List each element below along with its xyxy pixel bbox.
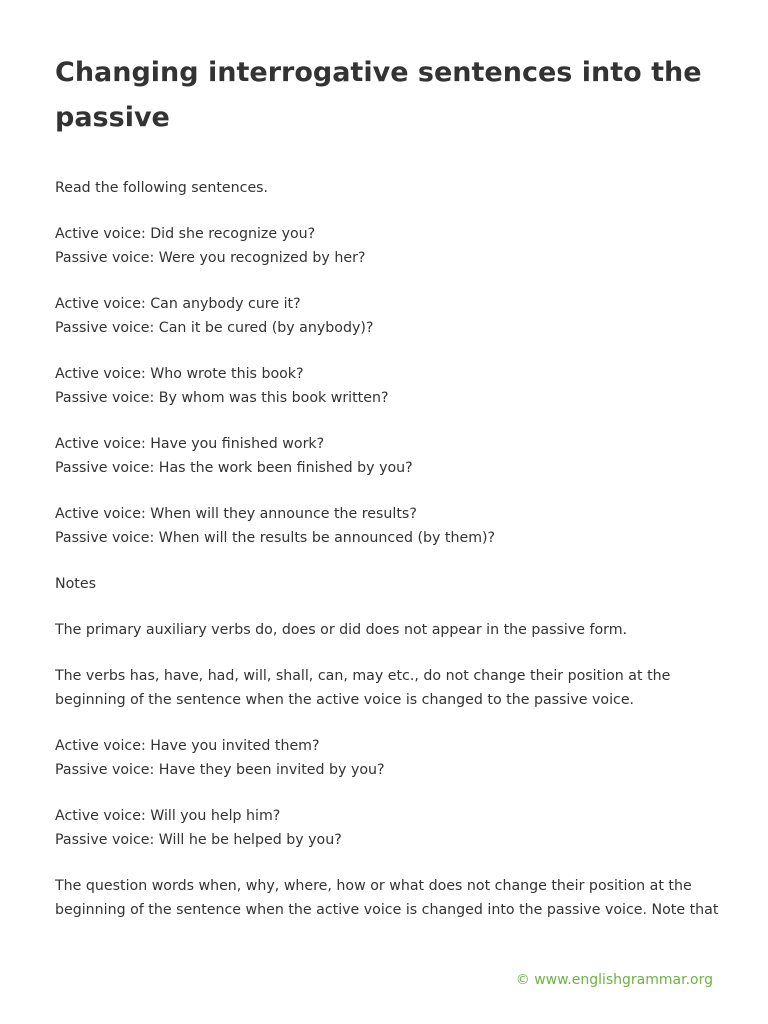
passive-sentence: Passive voice: By whom was this book written?: [55, 390, 389, 406]
intro-paragraph: [55, 176, 725, 200]
example-pair: [55, 222, 725, 270]
note-paragraph: [55, 874, 725, 922]
note-text-line: The question words when, why, where, how or what does not change their position at the: [55, 878, 692, 894]
active-sentence: Active voice: Have you finished work?: [55, 436, 325, 452]
active-sentence: Active voice: When will they announce the results?: [55, 506, 417, 522]
example-pair: [55, 804, 725, 852]
intro-text: Read the following sentences.: [55, 180, 269, 196]
document-page: [55, 50, 725, 944]
note-text-line: The verbs has, have, had, will, shall, can, may etc., do not change their position at the: [55, 668, 671, 684]
active-sentence: Active voice: Have you invited them?: [55, 738, 320, 754]
page-title: Changing interrogative sentences into the passive: [55, 57, 702, 133]
example-pair: [55, 502, 725, 550]
note-text: The primary auxiliary verbs do, does or did does not appear in the passive form.: [55, 622, 628, 638]
example-pair: [55, 292, 725, 340]
active-sentence: Active voice: Can anybody cure it?: [55, 296, 301, 312]
active-sentence: Active voice: Who wrote this book?: [55, 366, 304, 382]
example-pair: [55, 734, 725, 782]
active-sentence: Active voice: Did she recognize you?: [55, 226, 316, 242]
passive-sentence: Passive voice: Have they been invited by you?: [55, 762, 385, 778]
notes-heading-text: Notes: [55, 576, 96, 592]
active-sentence: Active voice: Will you help him?: [55, 808, 281, 824]
note-text-line: beginning of the sentence when the active voice is changed to the passive voice.: [55, 692, 635, 708]
passive-sentence: Passive voice: Were you recognized by her?: [55, 250, 366, 266]
example-pair: [55, 432, 725, 480]
passive-sentence: Passive voice: Will he be helped by you?: [55, 832, 342, 848]
passive-sentence: Passive voice: Has the work been finished by you?: [55, 460, 413, 476]
passive-sentence: Passive voice: When will the results be announced (by them)?: [55, 530, 496, 546]
article-body: [55, 176, 725, 922]
notes-heading: [55, 572, 725, 596]
passive-sentence: Passive voice: Can it be cured (by anybody)?: [55, 320, 374, 336]
copyright-footer: © www.englishgrammar.org: [515, 972, 713, 988]
note-paragraph: [55, 618, 725, 642]
note-paragraph: [55, 664, 725, 712]
example-pair: [55, 362, 725, 410]
note-text-line: beginning of the sentence when the active voice is changed into the passive voice. Note that: [55, 902, 719, 918]
